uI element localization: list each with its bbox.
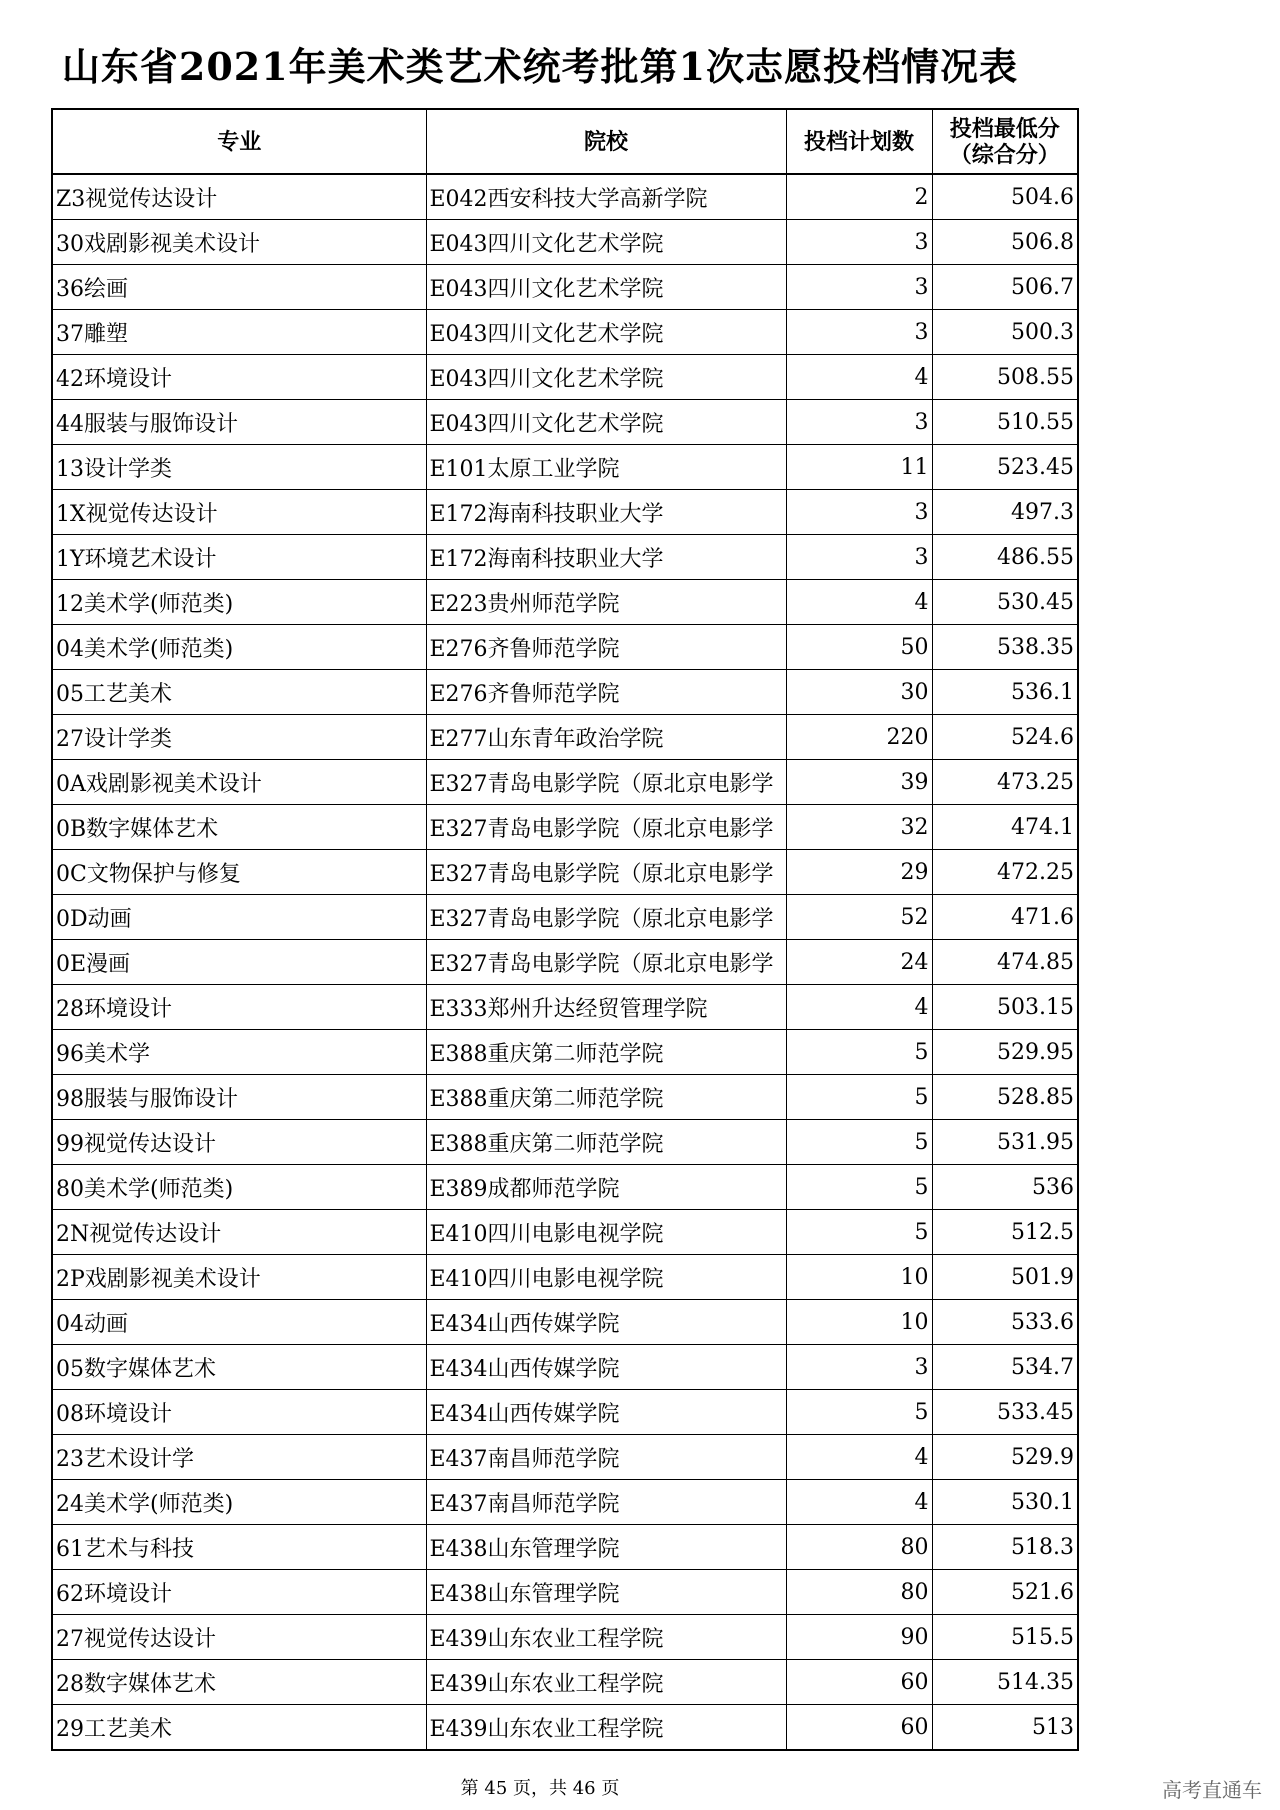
cell-score: 503.15 xyxy=(932,985,1078,1030)
table-row xyxy=(52,174,1078,220)
cell-school: E276齐鲁师范学院 xyxy=(426,625,786,670)
table-row xyxy=(52,1525,1078,1570)
table-row xyxy=(52,400,1078,445)
cell-school: E043四川文化艺术学院 xyxy=(426,400,786,445)
cell-major: 61艺术与科技 xyxy=(52,1525,426,1570)
table-row xyxy=(52,1075,1078,1120)
watermark: 高考直通车 xyxy=(1162,1778,1262,1802)
cell-plan: 4 xyxy=(786,985,932,1030)
table-row xyxy=(52,895,1078,940)
cell-score: 534.7 xyxy=(932,1345,1078,1390)
cell-major: 99视觉传达设计 xyxy=(52,1120,426,1165)
table-body xyxy=(52,174,1078,1750)
table-row xyxy=(52,715,1078,760)
table-row xyxy=(52,1480,1078,1525)
cell-plan: 3 xyxy=(786,220,932,265)
cell-school: E042西安科技大学高新学院 xyxy=(426,174,786,220)
cell-score: 486.55 xyxy=(932,535,1078,580)
cell-plan: 3 xyxy=(786,310,932,355)
cell-school: E434山西传媒学院 xyxy=(426,1300,786,1345)
page-footer: 第 45 页，共 46 页 xyxy=(460,1778,620,1799)
cell-major: 1X视觉传达设计 xyxy=(52,490,426,535)
cell-school: E437南昌师范学院 xyxy=(426,1480,786,1525)
cell-major: 0D动画 xyxy=(52,895,426,940)
header-score xyxy=(932,109,1078,174)
table-row xyxy=(52,760,1078,805)
cell-major: 13设计学类 xyxy=(52,445,426,490)
cell-plan: 5 xyxy=(786,1075,932,1120)
cell-score: 528.85 xyxy=(932,1075,1078,1120)
cell-score: 533.6 xyxy=(932,1300,1078,1345)
cell-major: 27设计学类 xyxy=(52,715,426,760)
cell-major: Z3视觉传达设计 xyxy=(52,174,426,220)
cell-major: 04美术学(师范类) xyxy=(52,625,426,670)
cell-score: 523.45 xyxy=(932,445,1078,490)
cell-score: 518.3 xyxy=(932,1525,1078,1570)
table-row xyxy=(52,940,1078,985)
cell-score: 524.6 xyxy=(932,715,1078,760)
cell-school: E043四川文化艺术学院 xyxy=(426,220,786,265)
table-row xyxy=(52,1030,1078,1075)
cell-score: 471.6 xyxy=(932,895,1078,940)
cell-score: 513 xyxy=(932,1705,1078,1751)
cell-score: 536 xyxy=(932,1165,1078,1210)
cell-score: 531.95 xyxy=(932,1120,1078,1165)
table-row xyxy=(52,490,1078,535)
cell-major: 2P戏剧影视美术设计 xyxy=(52,1255,426,1300)
cell-plan: 4 xyxy=(786,1435,932,1480)
cell-plan: 4 xyxy=(786,1480,932,1525)
cell-school: E223贵州师范学院 xyxy=(426,580,786,625)
cell-school: E327青岛电影学院（原北京电影学 xyxy=(426,805,786,850)
cell-score: 474.85 xyxy=(932,940,1078,985)
cell-score: 515.5 xyxy=(932,1615,1078,1660)
cell-major: 44服装与服饰设计 xyxy=(52,400,426,445)
table-row xyxy=(52,1255,1078,1300)
cell-plan: 50 xyxy=(786,625,932,670)
cell-plan: 3 xyxy=(786,1345,932,1390)
table-row xyxy=(52,1435,1078,1480)
cell-plan: 4 xyxy=(786,580,932,625)
cell-score: 473.25 xyxy=(932,760,1078,805)
cell-score: 500.3 xyxy=(932,310,1078,355)
cell-plan: 52 xyxy=(786,895,932,940)
table-row xyxy=(52,1120,1078,1165)
cell-score: 536.1 xyxy=(932,670,1078,715)
cell-school: E410四川电影电视学院 xyxy=(426,1210,786,1255)
cell-plan: 10 xyxy=(786,1300,932,1345)
cell-school: E327青岛电影学院（原北京电影学 xyxy=(426,895,786,940)
table-row xyxy=(52,1705,1078,1751)
cell-plan: 60 xyxy=(786,1660,932,1705)
cell-school: E277山东青年政治学院 xyxy=(426,715,786,760)
cell-plan: 29 xyxy=(786,850,932,895)
cell-major: 05数字媒体艺术 xyxy=(52,1345,426,1390)
cell-school: E388重庆第二师范学院 xyxy=(426,1120,786,1165)
cell-school: E439山东农业工程学院 xyxy=(426,1615,786,1660)
cell-major: 12美术学(师范类) xyxy=(52,580,426,625)
cell-major: 08环境设计 xyxy=(52,1390,426,1435)
cell-school: E172海南科技职业大学 xyxy=(426,535,786,580)
table-row xyxy=(52,1210,1078,1255)
cell-score: 506.8 xyxy=(932,220,1078,265)
cell-plan: 90 xyxy=(786,1615,932,1660)
cell-score: 472.25 xyxy=(932,850,1078,895)
cell-score: 508.55 xyxy=(932,355,1078,400)
cell-school: E101太原工业学院 xyxy=(426,445,786,490)
table-row xyxy=(52,445,1078,490)
cell-score: 530.1 xyxy=(932,1480,1078,1525)
cell-plan: 80 xyxy=(786,1570,932,1615)
table-row xyxy=(52,580,1078,625)
cell-plan: 3 xyxy=(786,265,932,310)
table-row xyxy=(52,1300,1078,1345)
cell-school: E043四川文化艺术学院 xyxy=(426,310,786,355)
cell-plan: 3 xyxy=(786,535,932,580)
cell-major: 27视觉传达设计 xyxy=(52,1615,426,1660)
header-score-line2: （综合分） xyxy=(949,141,1060,168)
cell-plan: 32 xyxy=(786,805,932,850)
table-row xyxy=(52,355,1078,400)
cell-plan: 5 xyxy=(786,1030,932,1075)
cell-plan: 24 xyxy=(786,940,932,985)
header-school: 院校 xyxy=(426,109,786,174)
cell-plan: 3 xyxy=(786,400,932,445)
table-row xyxy=(52,805,1078,850)
cell-plan: 80 xyxy=(786,1525,932,1570)
cell-score: 533.45 xyxy=(932,1390,1078,1435)
cell-plan: 30 xyxy=(786,670,932,715)
table-row xyxy=(52,535,1078,580)
cell-major: 30戏剧影视美术设计 xyxy=(52,220,426,265)
cell-school: E389成都师范学院 xyxy=(426,1165,786,1210)
table-row xyxy=(52,670,1078,715)
cell-major: 0E漫画 xyxy=(52,940,426,985)
cell-plan: 11 xyxy=(786,445,932,490)
cell-major: 29工艺美术 xyxy=(52,1705,426,1751)
cell-school: E388重庆第二师范学院 xyxy=(426,1075,786,1120)
cell-school: E434山西传媒学院 xyxy=(426,1345,786,1390)
cell-major: 1Y环境艺术设计 xyxy=(52,535,426,580)
cell-score: 474.1 xyxy=(932,805,1078,850)
cell-plan: 39 xyxy=(786,760,932,805)
cell-plan: 5 xyxy=(786,1120,932,1165)
page-title: 山东省2021年美术类艺术统考批第1次志愿投档情况表 xyxy=(61,44,1019,89)
cell-major: 0A戏剧影视美术设计 xyxy=(52,760,426,805)
cell-score: 512.5 xyxy=(932,1210,1078,1255)
cell-score: 504.6 xyxy=(932,174,1078,220)
cell-score: 497.3 xyxy=(932,490,1078,535)
table-header-row xyxy=(52,109,1078,174)
cell-plan: 10 xyxy=(786,1255,932,1300)
cell-plan: 3 xyxy=(786,490,932,535)
cell-score: 530.45 xyxy=(932,580,1078,625)
cell-plan: 5 xyxy=(786,1165,932,1210)
cell-school: E043四川文化艺术学院 xyxy=(426,355,786,400)
cell-major: 62环境设计 xyxy=(52,1570,426,1615)
header-score-line1: 投档最低分 xyxy=(949,115,1060,142)
cell-score: 510.55 xyxy=(932,400,1078,445)
table-row xyxy=(52,220,1078,265)
cell-score: 529.9 xyxy=(932,1435,1078,1480)
table-row xyxy=(52,1615,1078,1660)
cell-plan: 2 xyxy=(786,174,932,220)
cell-school: E438山东管理学院 xyxy=(426,1570,786,1615)
cell-school: E439山东农业工程学院 xyxy=(426,1660,786,1705)
cell-plan: 4 xyxy=(786,355,932,400)
cell-school: E327青岛电影学院（原北京电影学 xyxy=(426,850,786,895)
table-row xyxy=(52,265,1078,310)
table-row xyxy=(52,1390,1078,1435)
header-major: 专业 xyxy=(52,109,426,174)
cell-major: 05工艺美术 xyxy=(52,670,426,715)
cell-school: E437南昌师范学院 xyxy=(426,1435,786,1480)
cell-school: E434山西传媒学院 xyxy=(426,1390,786,1435)
table-row xyxy=(52,625,1078,670)
cell-major: 80美术学(师范类) xyxy=(52,1165,426,1210)
cell-major: 36绘画 xyxy=(52,265,426,310)
cell-score: 529.95 xyxy=(932,1030,1078,1075)
cell-school: E410四川电影电视学院 xyxy=(426,1255,786,1300)
cell-major: 23艺术设计学 xyxy=(52,1435,426,1480)
cell-school: E438山东管理学院 xyxy=(426,1525,786,1570)
admission-table xyxy=(51,108,1079,1751)
cell-plan: 5 xyxy=(786,1390,932,1435)
cell-major: 28环境设计 xyxy=(52,985,426,1030)
cell-score: 514.35 xyxy=(932,1660,1078,1705)
table-row xyxy=(52,310,1078,355)
cell-major: 04动画 xyxy=(52,1300,426,1345)
table-row xyxy=(52,1570,1078,1615)
table-row xyxy=(52,1165,1078,1210)
cell-major: 24美术学(师范类) xyxy=(52,1480,426,1525)
cell-plan: 5 xyxy=(786,1210,932,1255)
cell-major: 98服装与服饰设计 xyxy=(52,1075,426,1120)
cell-major: 2N视觉传达设计 xyxy=(52,1210,426,1255)
cell-major: 0C文物保护与修复 xyxy=(52,850,426,895)
cell-plan: 220 xyxy=(786,715,932,760)
cell-school: E388重庆第二师范学院 xyxy=(426,1030,786,1075)
table-row xyxy=(52,850,1078,895)
cell-major: 28数字媒体艺术 xyxy=(52,1660,426,1705)
table-row xyxy=(52,1345,1078,1390)
cell-major: 42环境设计 xyxy=(52,355,426,400)
cell-school: E327青岛电影学院（原北京电影学 xyxy=(426,760,786,805)
cell-school: E439山东农业工程学院 xyxy=(426,1705,786,1751)
table-row xyxy=(52,985,1078,1030)
cell-score: 501.9 xyxy=(932,1255,1078,1300)
header-plan: 投档计划数 xyxy=(786,109,932,174)
table-row xyxy=(52,1660,1078,1705)
cell-score: 538.35 xyxy=(932,625,1078,670)
cell-major: 37雕塑 xyxy=(52,310,426,355)
cell-school: E276齐鲁师范学院 xyxy=(426,670,786,715)
cell-school: E333郑州升达经贸管理学院 xyxy=(426,985,786,1030)
cell-score: 521.6 xyxy=(932,1570,1078,1615)
cell-school: E327青岛电影学院（原北京电影学 xyxy=(426,940,786,985)
cell-plan: 60 xyxy=(786,1705,932,1751)
cell-school: E043四川文化艺术学院 xyxy=(426,265,786,310)
cell-major: 96美术学 xyxy=(52,1030,426,1075)
cell-score: 506.7 xyxy=(932,265,1078,310)
cell-school: E172海南科技职业大学 xyxy=(426,490,786,535)
cell-major: 0B数字媒体艺术 xyxy=(52,805,426,850)
